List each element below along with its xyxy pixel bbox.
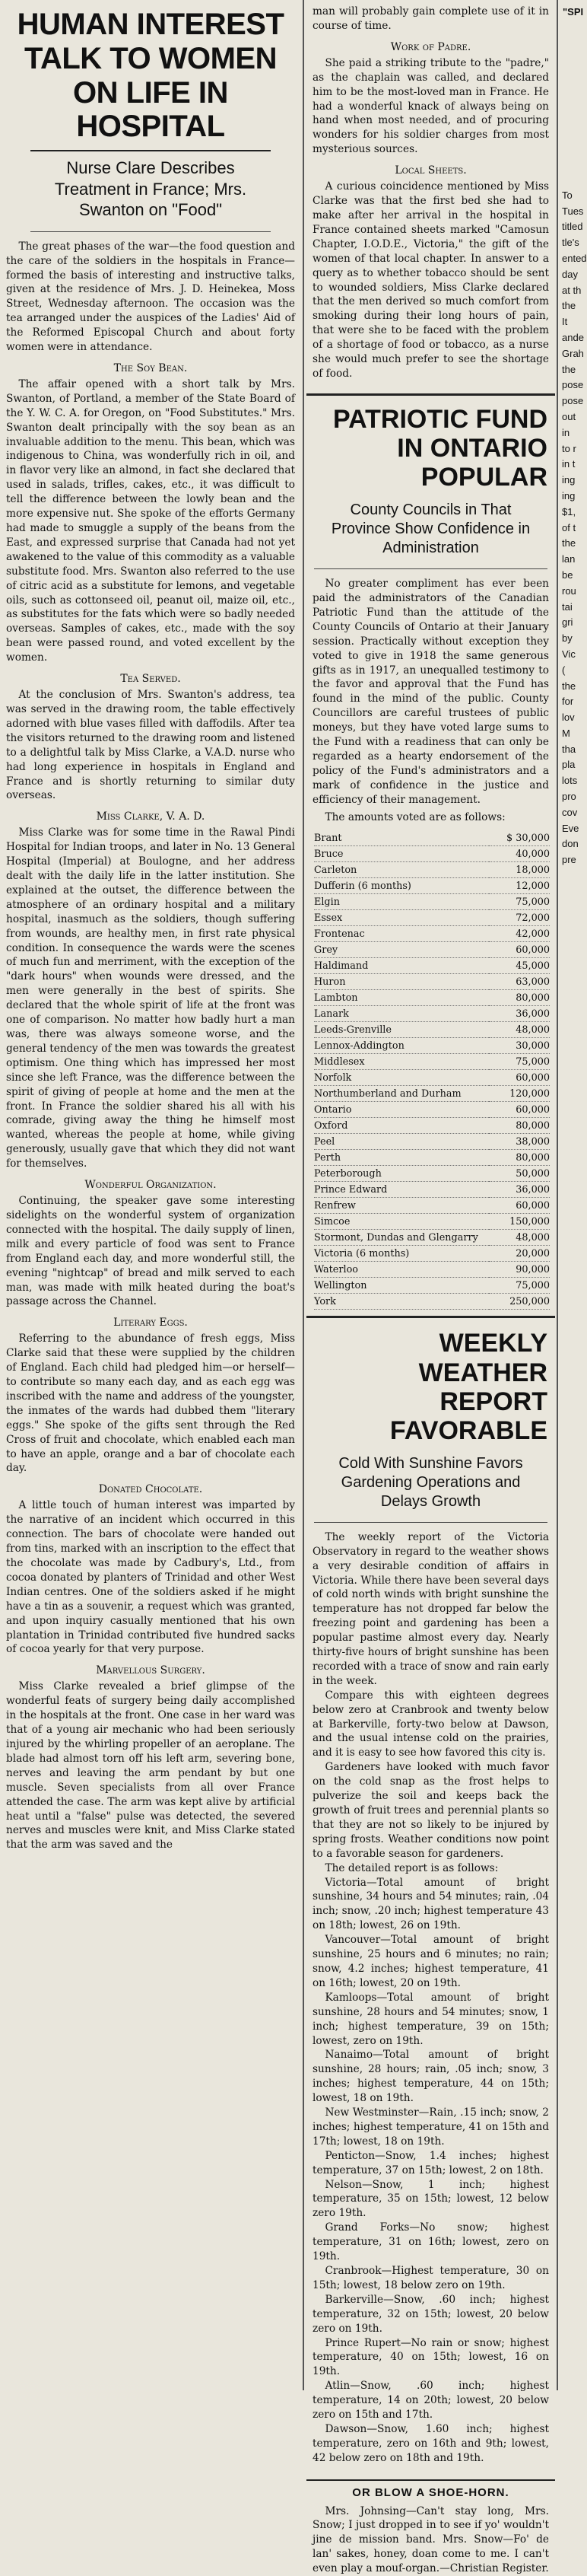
edge-text-fragment: the: [560, 362, 586, 378]
county-amount: 48,000: [489, 1022, 550, 1038]
county-name: Haldimand: [314, 958, 489, 974]
weather-report-entry: Grand Forks—No snow; highest temperature, 31 on 16th; lowest, zero on 19th.: [313, 2221, 549, 2264]
county-name: Renfrew: [314, 1198, 489, 1214]
amount-row: [314, 1118, 550, 1134]
county-amount: 42,000: [489, 926, 550, 942]
county-name: Simcoe: [314, 1214, 489, 1230]
column-rule: [303, 0, 304, 2390]
amount-row: [314, 942, 550, 958]
amount-row: [314, 1006, 550, 1022]
amount-row: [314, 1182, 550, 1198]
subhead-miss-clarke: Miss Clarke, V. A. D.: [0, 810, 301, 823]
weather-report-entry: Nelson—Snow, 1 inch; highest temperature, 35 on 15th; lowest, 12 below zero 19th.: [313, 2178, 549, 2221]
amount-row: [314, 1150, 550, 1166]
edge-text-fragment: It: [560, 314, 586, 330]
amount-row: [314, 1230, 550, 1246]
subhead-work-of-padre: Work of Padre.: [306, 41, 555, 53]
edge-text-fragment: rou: [560, 584, 586, 600]
county-name: Middlesex: [314, 1054, 489, 1070]
county-amount: 60,000: [489, 942, 550, 958]
county-amount: 60,000: [489, 1102, 550, 1118]
edge-text-fragment: the: [560, 536, 586, 552]
article-tea: At the conclusion of Mrs. Swanton's address, tea was served in the drawing room, the table effectively adorned with blue vases filled with daffodils. After tea the visitors returned to the drawing room and listened to a delightful talk by Miss Clarke, a V.A.D. nurse who had long experience in hospitals in England and France and is shortly returning to similar duty overseas.: [6, 688, 295, 803]
county-amount: 80,000: [489, 1150, 550, 1166]
weather-report-entry: Cranbrook—Highest temperature, 30 on 15th; lowest, 18 below zero on 19th.: [313, 2264, 549, 2293]
edge-text-fragment: lan: [560, 552, 586, 568]
amount-row: [314, 1214, 550, 1230]
county-name: Stormont, Dundas and Glengarry: [314, 1230, 489, 1246]
deck-hospital-talk: Nurse Clare Describes Treatment in France; Mrs. Swanton on "Food": [30, 150, 271, 232]
county-amount: 75,000: [489, 894, 550, 910]
subhead-soy-bean: The Soy Bean.: [0, 362, 301, 374]
edge-text-fragment: (: [560, 663, 586, 679]
county-amount: 45,000: [489, 958, 550, 974]
edge-text-fragment: in: [560, 425, 586, 441]
amount-row: [314, 926, 550, 942]
subhead-tea-served: Tea Served.: [0, 673, 301, 685]
edge-text-fragment: the: [560, 679, 586, 695]
edge-text-fragment: be: [560, 568, 586, 584]
weather-report-entry: Victoria—Total amount of bright sunshine, 34 hours and 54 minutes; rain, .04 inch; snow, .20 inch; highest temperature 43 on 18th; lowest, 26 on 19th.: [313, 1876, 549, 1934]
edge-text-fragment: cov: [560, 805, 586, 821]
article-surgery: Miss Clarke revealed a brief glimpse of the wonderful feats of surgery being daily accomplished in the hospitals at the front. One case in her ward was that of a young air mechanic who had been seriously injured by the whirling propeller of an aeroplane. The blade had almost torn off his left arm, severing bone, nerves and leaving the arm pendant by but one muscle. Seven specialists from all over France attended the case. The arm was kept alive by artificial heat until a "false" pulse was detected, the severed nerves and muscles were knit, and Miss Clarke stated that the arm was saved and the: [6, 1680, 295, 1852]
edge-text-fragment: Grah: [560, 346, 586, 362]
county-amount: 36,000: [489, 1182, 550, 1198]
amount-row: [314, 974, 550, 990]
amount-row: [314, 846, 550, 862]
article-padre: She paid a striking tribute to the "padre," as the chaplain was called, and declared him to be the most-loved man in France. He had a wonderful knack of always being on hand when most needed, and of procuring wonders for his soldier charges from most mysterious sources.: [313, 56, 549, 157]
edge-headline: "SPI: [560, 0, 586, 21]
headline-patriotic-fund: PATRIOTIC FUND IN ONTARIO POPULAR: [306, 393, 555, 495]
amounts-intro: The amounts voted are as follows:: [313, 810, 549, 825]
county-name: Lambton: [314, 990, 489, 1006]
county-amount: 63,000: [489, 974, 550, 990]
county-name: Elgin: [314, 894, 489, 910]
county-amount: 72,000: [489, 910, 550, 926]
amount-row: [314, 910, 550, 926]
article-chocolate: A little touch of human interest was imparted by the narrative of an incident which occurred in this connection. The bars of chocolate were handed out from tins, marked with an inscription to the effect that the chocolate was made by Cadbury's, Ltd., from cocoa donated by planters of Trinidad and other West Indian centres. One of the soldiers asked if he might have a tin as a souvenir, a request which was granted, and upon inquiry casually mentioned that his own plantation in Trinidad contributed five hundred sacks of cocoa yearly for that very purpose.: [6, 1498, 295, 1657]
edge-text-fragment: titled: [560, 219, 586, 235]
amount-row: [314, 894, 550, 910]
amount-row: [314, 830, 550, 846]
county-name: Grey: [314, 942, 489, 958]
edge-text-fragment: the: [560, 298, 586, 314]
amount-row: [314, 862, 550, 878]
deck-weather: Cold With Sunshine Favors Gardening Operations and Delays Growth: [314, 1448, 547, 1523]
edge-text-fragment: at th: [560, 283, 586, 299]
county-name: Northumberland and Durham: [314, 1086, 489, 1102]
article-continued: man will probably gain complete use of it in course of time.: [313, 5, 549, 33]
county-amount: 50,000: [489, 1166, 550, 1182]
county-name: Lanark: [314, 1006, 489, 1022]
county-name: Prince Edward: [314, 1182, 489, 1198]
weather-report-entry: Barkerville—Snow, .60 inch; highest temperature, 32 on 15th; lowest, 20 below zero on 19th.: [313, 2293, 549, 2336]
subhead-marvellous-surgery: Marvellous Surgery.: [0, 1664, 301, 1676]
county-amount: 120,000: [489, 1086, 550, 1102]
county-amount: 75,000: [489, 1054, 550, 1070]
county-amount: 75,000: [489, 1278, 550, 1294]
edge-text-fragment: ing: [560, 489, 586, 505]
article-clarke: Miss Clarke was for some time in the Rawal Pindi Hospital for Indian troops, and later in No. 13 General Hospital (Imperial) at Boulogne, and her address dealt with the daily life in the latter institution. She explained at the outset, the difference between the atmosphere of an ordinary hospital and a military hospital, inasmuch as the soldiers, though suffering from wounds, are healthy men, in first rate physical condition. In consequence the wards were the scenes of much fun and merriment, with the exception of the "dark hours" when wounds were dressed, and the men were generally in the best of spirits. She declared that the whole spirit of life at the front was one of comparison. No matter how badly hurt a man was, there was always someone worse, and the general tendency of the men was towards the greatest optimism. One thing which has impressed her most since she left France, was the difference between the spirit of giving of people at home and the men at the front. In France the soldier shared his all with his comrade, giving away the thing he himself most wanted, whereas the people at home, while giving generously, usually gave that which they did not want for themselves.: [6, 826, 295, 1171]
amount-row: [314, 1022, 550, 1038]
edge-text-fragment: for: [560, 694, 586, 710]
headline-shoe-horn: OR BLOW A SHOE-HORN.: [306, 2479, 555, 2500]
edge-text-fragment: to r: [560, 441, 586, 457]
headline-weather: WEEKLY WEATHER REPORT FAVORABLE: [306, 1316, 555, 1447]
edge-text-fragment: To: [560, 188, 586, 204]
amount-row: [314, 1054, 550, 1070]
edge-text-fragment: of t: [560, 521, 586, 537]
edge-text-fragment: gri: [560, 615, 586, 631]
edge-text-fragment: pre: [560, 852, 586, 868]
headline-hospital-talk: HUMAN INTEREST TALK TO WOMEN ON LIFE IN HOSPITAL: [0, 0, 301, 150]
edge-text-fragment: pro: [560, 789, 586, 805]
subhead-donated-chocolate: Donated Chocolate.: [0, 1483, 301, 1495]
county-name: Peel: [314, 1134, 489, 1150]
county-amount: 38,000: [489, 1134, 550, 1150]
county-amount: 80,000: [489, 990, 550, 1006]
county-name: Huron: [314, 974, 489, 990]
edge-text-fragment: lots: [560, 773, 586, 789]
article-sheets: A curious coincidence mentioned by Miss Clarke was that the first bed she had to make after her arrival in the hospital in France contained sheets marked "Camosun Chapter, I.O.D.E., Victoria," the gift of the women of that local chapter. In answer to a query as to whether tobacco should be sent to wounded soldiers, Miss Clarke declared that the men derived so much comfort from smoking during their long hours of pain, that were she to be faced with the problem of a shortage of food or tobacco, as a nurse she would much prefer to see the shortage of food.: [313, 180, 549, 381]
amount-row: [314, 1262, 550, 1278]
county-name: Wellington: [314, 1278, 489, 1294]
weather-report-entry: Kamloops—Total amount of bright sunshine, 28 hours and 54 minutes; snow, 1 inch; highest temperature, 39 on 15th; lowest, zero on 19th.: [313, 1991, 549, 2049]
edge-text-fragment: tai: [560, 600, 586, 616]
amount-row: [314, 990, 550, 1006]
amount-row: [314, 1134, 550, 1150]
county-amount: 48,000: [489, 1230, 550, 1246]
column-rule-right: [557, 0, 558, 2390]
filler-joke: Mrs. Johnsing—Can't stay long, Mrs. Snow; I just dropped in to see if yo' wouldn't jine de mission band. Mrs. Snow—Fo' de lan' sakes, honey, doan come to me. I can't even play a mouf-organ.—Christian Register.: [313, 2504, 549, 2576]
article-intro: The great phases of the war—the food question and the care of the soldiers in the hospitals in France—formed the basis of interesting and instructive talks, given at the residence of Mrs. J. D. Heinekea, Moss Street, Wednesday afternoon. The occasion was the tea arranged under the auspices of the Ladies' Aid of the Reformed Episcopal Church and about forty women were in attendance.: [6, 240, 295, 355]
amount-row: [314, 878, 550, 894]
edge-text-fragment: Tues: [560, 204, 586, 220]
county-amount: 40,000: [489, 846, 550, 862]
county-name: Leeds-Grenville: [314, 1022, 489, 1038]
weather-report-entry: Vancouver—Total amount of bright sunshine, 25 hours and 6 minutes; no rain; snow, 4.2 inches; highest temperature, 41 on 16th; lowest, 20 on 19th.: [313, 1933, 549, 1991]
amount-row: [314, 1246, 550, 1262]
county-name: Norfolk: [314, 1070, 489, 1086]
edge-text-fragment: pose: [560, 393, 586, 409]
county-amount: 90,000: [489, 1262, 550, 1278]
edge-text-fragment: day: [560, 267, 586, 283]
edge-text-fragment: ented: [560, 251, 586, 267]
article-organization: Continuing, the speaker gave some interesting sidelights on the wonderful system of organization connected with the hospital. The daily supply of linen, milk and every particle of food was sent to France from England each day, and more wonderful still, the evening "nightcap" of bread and milk served to each man, was made with milk heated during the boat's passage across the Channel.: [6, 1194, 295, 1309]
amount-row: [314, 958, 550, 974]
county-amount: 20,000: [489, 1246, 550, 1262]
column-2: [306, 0, 555, 2390]
amount-row: [314, 1086, 550, 1102]
column-1: [0, 0, 301, 2390]
county-name: Essex: [314, 910, 489, 926]
article-fund: No greater compliment has ever been paid the administrators of the Canadian Patriotic Fund than the attitude of the County Councils of Ontario at their January session. Practically without exception they voted to give in 1918 the same generous gifts as in 1917, an unequalled testimony to the favor and approval that the Fund has found in the mind of the public. County Councillors are careful trustees of public moneys, but they have voted large sums to the Fund with a readiness that can only be regarded as a hearty endorsement of the policy of the Fund's administrators and a mark of confidence in the justice and efficiency of their management.: [313, 577, 549, 807]
weather-intro: The detailed report is as follows:: [313, 1861, 549, 1876]
subhead-literary-eggs: Literary Eggs.: [0, 1317, 301, 1329]
county-name: Perth: [314, 1150, 489, 1166]
amount-row: [314, 1198, 550, 1214]
county-amount: 60,000: [489, 1070, 550, 1086]
weather-para-2: Compare this with eighteen degrees below zero at Cranbrook and twenty below at Barkerville, forty-two below at Dawson, and the usual intense cold on the prairies, and it is easy to see how favored this city is.: [313, 1689, 549, 1761]
county-name: Waterloo: [314, 1262, 489, 1278]
county-amount: 36,000: [489, 1006, 550, 1022]
county-name: Oxford: [314, 1118, 489, 1134]
edge-text-fragment: by: [560, 631, 586, 647]
edge-text-fragment: Vic: [560, 647, 586, 663]
weather-report-entry: Prince Rupert—No rain or snow; highest temperature, 40 on 15th; lowest, 16 on 19th.: [313, 2336, 549, 2380]
subhead-organization: Wonderful Organization.: [0, 1179, 301, 1191]
edge-text-fragment: pla: [560, 757, 586, 773]
county-name: Ontario: [314, 1102, 489, 1118]
edge-text-fragment: don: [560, 836, 586, 852]
amounts-table: [314, 830, 550, 1310]
edge-text-fragment: tle's: [560, 235, 586, 251]
county-amount: 60,000: [489, 1198, 550, 1214]
amount-row: [314, 1038, 550, 1054]
weather-para-1: The weekly report of the Victoria Observatory in regard to the weather shows a very desirable condition of affairs in Victoria. While there have been several days of cold north winds with bright sunshine the temperature has not dropped far below the freezing point and gardening has been a popular pastime almost every day. Nearly thirty-five hours of bright sunshine has been recorded with a trace of snow and rain early in the week.: [313, 1530, 549, 1689]
weather-report-entry: Dawson—Snow, 1.60 inch; highest temperature, zero on 16th and 9th; lowest, 42 below zero on 18th and 19th.: [313, 2422, 549, 2466]
county-name: Carleton: [314, 862, 489, 878]
edge-text-fragment: pose: [560, 377, 586, 393]
amount-row: [314, 1166, 550, 1182]
article-eggs: Referring to the abundance of fresh eggs, Miss Clarke said that these were supplied by the children of England. Each child had pledged him—or herself—to contribute so many each day, and as each egg was inscribed with the name and address of the youngster, the inmates of the wards had dubbed them "literary eggs." She spoke of the gifts sent through the Red Cross of fruit and chocolate, which enabled each man to have an apple, orange and a bar of chocolate each day.: [6, 1332, 295, 1476]
county-amount: 250,000: [489, 1294, 550, 1310]
county-amount: 18,000: [489, 862, 550, 878]
county-name: Lennox-Addington: [314, 1038, 489, 1054]
edge-text-fragment: ande: [560, 330, 586, 346]
edge-text-fragment: tha: [560, 742, 586, 758]
county-name: Bruce: [314, 846, 489, 862]
edge-text-fragment: out: [560, 409, 586, 425]
county-amount: 150,000: [489, 1214, 550, 1230]
edge-text-fragment: $1,: [560, 505, 586, 521]
weather-report-entry: New Westminster—Rain, .15 inch; snow, 2 inches; highest temperature, 41 on 15th and 17th; lowest, 18 on 19th.: [313, 2106, 549, 2149]
edge-text-fragment: in t: [560, 457, 586, 473]
weather-report-entry: Atlin—Snow, .60 inch; highest temperature, 14 on 20th; lowest, 20 below zero on 15th and 17th.: [313, 2379, 549, 2422]
edge-text-fragment: Eve: [560, 821, 586, 837]
edge-text-fragment: ing: [560, 473, 586, 489]
county-name: Peterborough: [314, 1166, 489, 1182]
county-name: Victoria (6 months): [314, 1246, 489, 1262]
county-amount: 80,000: [489, 1118, 550, 1134]
weather-report-entry: Nanaimo—Total amount of bright sunshine, 28 hours; rain, .05 inch; snow, 3 inches; highest temperature, 44 on 15th; lowest, 18 on 19th.: [313, 2048, 549, 2106]
edge-text-fragment: lov: [560, 710, 586, 726]
county-name: Dufferin (6 months): [314, 878, 489, 894]
county-name: Brant: [314, 830, 489, 846]
county-name: Frontenac: [314, 926, 489, 942]
amount-row: [314, 1294, 550, 1310]
county-amount: 12,000: [489, 878, 550, 894]
amount-row: [314, 1070, 550, 1086]
amount-row: [314, 1278, 550, 1294]
article-soy: The affair opened with a short talk by Mrs. Swanton, of Portland, a member of the State Board of the Y. W. C. A. for Oregon, on "Food Substitutes." Mrs. Swanton dealt principally with the soy bean as an invaluable addition to the menu. This bean, which was indigenous to China, was wonderfully rich in oil, and in flavor very like an almond, in fact she declared that used in salads, trifles, cakes, etc., it was difficult to tell the difference between the lowly bean and the more expensive nut. She spoke of the efforts Germany had made to smuggle a supply of the beans from the East, and expressed surprise that Canada had not yet awakened to the value of this commodity as a valuable substitute food. Mrs. Swanton also referred to the use of citric acid as a substitute for lemons, and vegetable oils, such as cottonseed oil, peanut oil, maize oil, etc., as substitutes for the fats which were so badly needed overseas. Samples of cakes, etc., made with the soy bean were passed round, and voted excellent by the women.: [6, 377, 295, 665]
county-amount: 30,000: [489, 1038, 550, 1054]
county-name: York: [314, 1294, 489, 1310]
weather-para-3: Gardeners have looked with much favor on the cold snap as the frost helps to pulverize the soil and keeps back the growth of fruit trees and perennial plants so that they are not so likely to be injured by spring frosts. Weather conditions now point to a favorable season for gardeners.: [313, 1760, 549, 1861]
deck-patriotic-fund: County Councils in That Province Show Confidence in Administration: [314, 495, 547, 569]
county-amount: $ 30,000: [489, 830, 550, 846]
weather-report-entry: Penticton—Snow, 1.4 inches; highest temperature, 37 on 15th; lowest, 2 on 18th.: [313, 2149, 549, 2178]
subhead-local-sheets: Local Sheets.: [306, 164, 555, 177]
weather-reports: [306, 1876, 555, 2466]
edge-text-fragment: M: [560, 726, 586, 742]
amount-row: [314, 1102, 550, 1118]
column-3-fragment: [560, 0, 586, 2390]
